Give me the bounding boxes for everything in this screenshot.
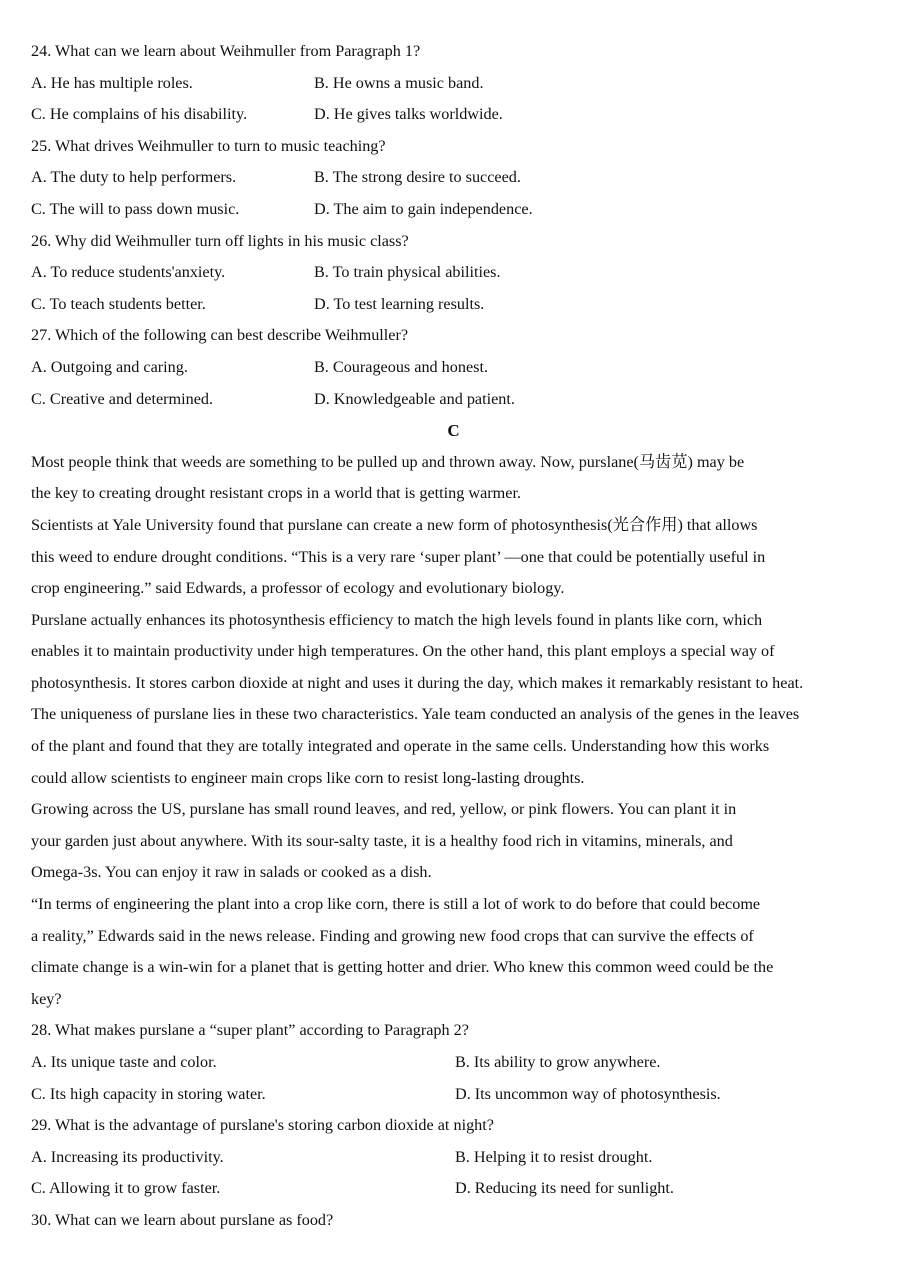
- passage-line: photosynthesis. It stores carbon dioxide at night and uses it during the day, which makes it remarkably resistant to heat.: [31, 673, 804, 692]
- passage-line: Omega-3s. You can enjoy it raw in salads or cooked as a dish.: [31, 863, 432, 882]
- option-a[interactable]: A. To reduce students'anxiety.: [31, 263, 226, 282]
- option-d[interactable]: D. He gives talks worldwide.: [314, 105, 503, 124]
- option-c[interactable]: C. He complains of his disability.: [31, 105, 248, 124]
- paragraph-5: [31, 889, 876, 1015]
- passage-line: Growing across the US, purslane has small round leaves, and red, yellow, or pink flowers. You can plant it in: [31, 800, 737, 819]
- option-d[interactable]: D. Its uncommon way of photosynthesis.: [455, 1084, 721, 1103]
- option-a[interactable]: A. Its unique taste and color.: [31, 1053, 217, 1071]
- paragraph-3: [31, 605, 876, 795]
- question-stem: 26. Why did Weihmuller turn off lights in his music class?: [31, 231, 409, 250]
- question-27: [31, 320, 876, 415]
- option-b[interactable]: B. Its ability to grow anywhere.: [455, 1053, 661, 1071]
- passage-line: your garden just about anywhere. With its sour-salty taste, it is a healthy food rich in vitamins, minerals, and: [31, 831, 733, 850]
- passage-line: a reality,” Edwards said in the news release. Finding and growing new food crops that can survive the effects of: [31, 926, 754, 945]
- option-c[interactable]: C. Its high capacity in storing water.: [31, 1084, 266, 1103]
- option-row: [31, 1142, 876, 1174]
- option-b[interactable]: B. The strong desire to succeed.: [314, 168, 521, 187]
- option-row: [31, 194, 876, 226]
- question-stem: 25. What drives Weihmuller to turn to music teaching?: [31, 136, 386, 155]
- option-c[interactable]: C. Creative and determined.: [31, 389, 214, 408]
- option-b[interactable]: B. Courageous and honest.: [314, 357, 488, 376]
- passage-line: crop engineering.” said Edwards, a professor of ecology and evolutionary biology.: [31, 579, 565, 598]
- question-stem: 28. What makes purslane a “super plant” according to Paragraph 2?: [31, 1021, 469, 1040]
- passage-line: could allow scientists to engineer main crops like corn to resist long-lasting droughts.: [31, 768, 585, 787]
- option-row: [31, 1079, 876, 1111]
- section-title: C: [447, 421, 460, 441]
- passage-line: Purslane actually enhances its photosynthesis efficiency to match the high levels found in plants like corn, which: [31, 610, 763, 629]
- question-30: [31, 1205, 876, 1237]
- option-row: [31, 289, 876, 321]
- passage-line: this weed to endure drought conditions. “This is a very rare ‘super plant’ —one that could be potentially useful in: [31, 547, 766, 566]
- option-row: [31, 352, 876, 384]
- option-a[interactable]: A. Increasing its productivity.: [31, 1147, 224, 1166]
- paragraph-4: [31, 794, 876, 889]
- question-stem: 30. What can we learn about purslane as food?: [31, 1210, 334, 1229]
- option-c[interactable]: C. Allowing it to grow faster.: [31, 1179, 221, 1198]
- option-row: [31, 68, 876, 100]
- option-d[interactable]: D. Knowledgeable and patient.: [314, 389, 515, 408]
- paragraph-1: [31, 447, 876, 510]
- option-a[interactable]: A. He has multiple roles.: [31, 73, 193, 92]
- question-stem: 27. Which of the following can best describe Weihmuller?: [31, 326, 409, 345]
- option-c[interactable]: C. To teach students better.: [31, 294, 206, 313]
- passage-line: key?: [31, 989, 62, 1008]
- passage-line: “In terms of engineering the plant into a crop like corn, there is still a lot of work to do before that could become: [31, 895, 761, 914]
- option-row: [31, 1047, 876, 1079]
- passage: [31, 447, 876, 1016]
- question-26: [31, 226, 876, 321]
- question-stem: 29. What is the advantage of purslane's storing carbon dioxide at night?: [31, 1116, 494, 1135]
- option-c[interactable]: C. The will to pass down music.: [31, 199, 240, 218]
- option-b[interactable]: B. To train physical abilities.: [314, 263, 501, 282]
- option-a[interactable]: A. The duty to help performers.: [31, 168, 237, 187]
- option-row: [31, 384, 876, 416]
- question-28: [31, 1015, 876, 1110]
- option-row: [31, 257, 876, 289]
- passage-line: climate change is a win-win for a planet that is getting hotter and drier. Who knew this common weed could be the: [31, 958, 774, 977]
- passage-line: Most people think that weeds are something to be pulled up and thrown away. Now, purslane(马齿苋) may be: [31, 452, 745, 471]
- option-row: [31, 99, 876, 131]
- option-b[interactable]: B. Helping it to resist drought.: [455, 1147, 653, 1166]
- passage-line: Scientists at Yale University found that purslane can create a new form of photosynthesis(光合作用) that allows: [31, 515, 758, 534]
- option-d[interactable]: D. The aim to gain independence.: [314, 199, 533, 218]
- passage-line: the key to creating drought resistant crops in a world that is getting warmer.: [31, 484, 521, 503]
- option-d[interactable]: D. To test learning results.: [314, 294, 485, 313]
- question-stem: 24. What can we learn about Weihmuller from Paragraph 1?: [31, 42, 421, 60]
- question-24: [31, 36, 876, 131]
- paragraph-2: [31, 510, 876, 605]
- option-b[interactable]: B. He owns a music band.: [314, 73, 484, 92]
- question-29: [31, 1110, 876, 1205]
- option-a[interactable]: A. Outgoing and caring.: [31, 357, 188, 376]
- option-row: [31, 1173, 876, 1205]
- passage-line: of the plant and found that they are totally integrated and operate in the same cells. Understanding how this works: [31, 737, 770, 756]
- question-25: [31, 131, 876, 226]
- passage-line: The uniqueness of purslane lies in these two characteristics. Yale team conducted an analysis of the genes in the leaves: [31, 705, 800, 724]
- option-row: [31, 162, 876, 194]
- option-d[interactable]: D. Reducing its need for sunlight.: [455, 1179, 674, 1198]
- passage-line: enables it to maintain productivity under high temperatures. On the other hand, this plant employs a special way of: [31, 642, 775, 661]
